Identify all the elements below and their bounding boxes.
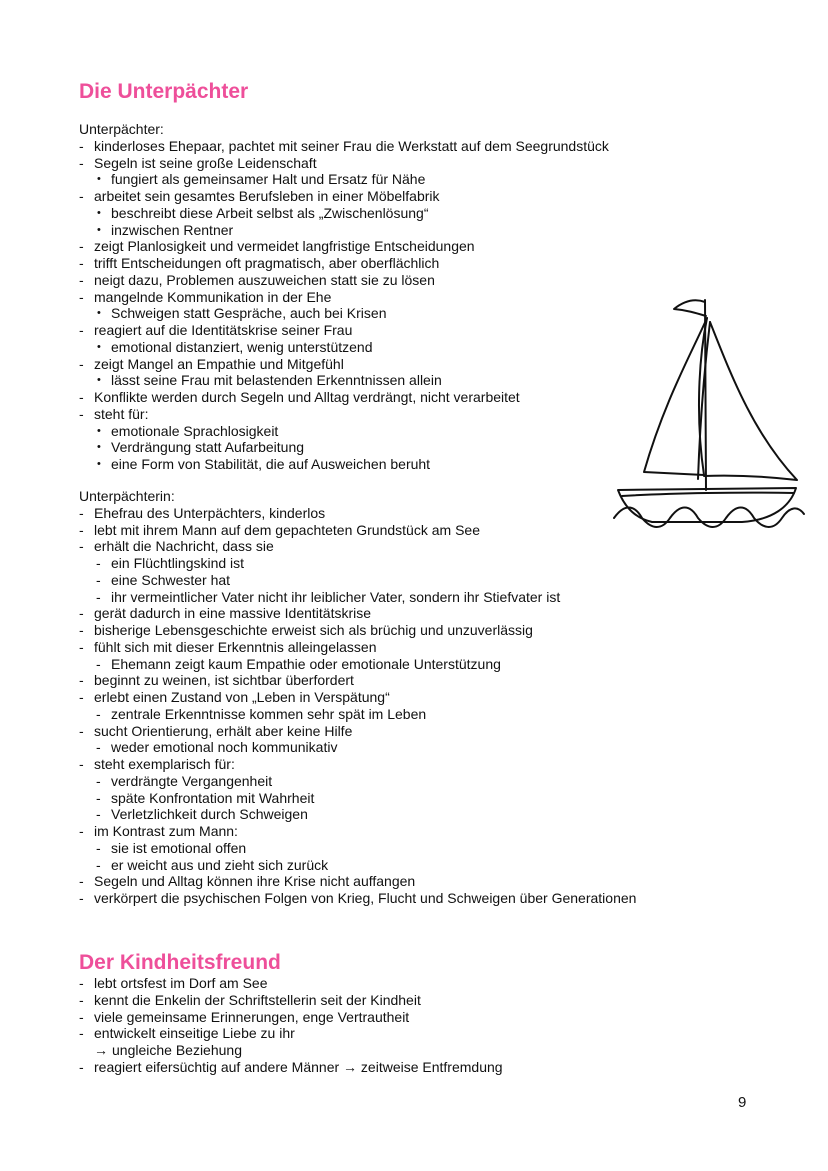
list-item-text: steht für: <box>94 405 149 422</box>
dash-marker: - <box>79 521 84 538</box>
dash-marker: - <box>96 655 101 672</box>
list-item <box>79 171 779 188</box>
dash-marker: - <box>79 722 84 739</box>
list-item <box>79 639 779 656</box>
list-item <box>79 1009 779 1026</box>
list-item-text: lässt seine Frau mit belastenden Erkenntnissen allein <box>111 372 442 389</box>
list-item-text: bisherige Lebensgeschichte erweist sich als brüchig und unzuverlässig <box>94 622 533 638</box>
dash-marker: - <box>79 605 84 622</box>
list-item <box>79 975 779 992</box>
dash-marker: - <box>79 538 84 555</box>
list-item-text: er weicht aus und zieht sich zurück <box>111 856 329 873</box>
dash-marker: - <box>79 1025 84 1042</box>
list-item-text: sucht Orientierung, erhält aber keine Hilfe <box>94 722 353 739</box>
list-item <box>79 890 779 907</box>
list-item <box>79 723 779 740</box>
list-item-text: Unterpächterin: <box>79 488 175 504</box>
list-item-text: reagiert eifersüchtig auf andere Männer → zeitweise Entfremdung <box>94 1058 503 1075</box>
list-item-text: trifft Entscheidungen oft pragmatisch, aber oberflächlich <box>94 255 440 271</box>
list-item-text: emotional distanziert, wenig unterstützend <box>111 338 373 355</box>
list-item <box>79 806 779 823</box>
list-item <box>79 589 779 606</box>
list-item-text: verkörpert die psychischen Folgen von Krieg, Flucht und Schweigen über Generationen <box>94 890 637 906</box>
list-item-text: verdrängte Vergangenheit <box>111 772 273 789</box>
list-item <box>79 138 779 155</box>
bullet-marker: • <box>97 340 101 353</box>
list-item-text: Verletzlichkeit durch Schweigen <box>111 806 308 823</box>
list-item <box>79 1059 779 1076</box>
list-item-text: steht exemplarisch für: <box>94 756 235 772</box>
list-item-text: ihr vermeintlicher Vater nicht ihr leiblicher Vater, sondern ihr Stiefvater ist <box>111 588 561 605</box>
dash-marker: - <box>79 622 84 638</box>
list-item-text: reagiert auf die Identitätskrise seiner Frau <box>94 322 353 338</box>
list-item <box>79 790 779 807</box>
dash-marker: - <box>79 873 84 890</box>
list-item <box>79 555 779 572</box>
list-item-text: kinderloses Ehepaar, pachtet mit seiner Frau die Werkstatt auf dem Seegrundstück <box>94 137 609 154</box>
arrow-icon: → <box>94 1042 108 1058</box>
list-item <box>79 1042 779 1059</box>
list-item <box>79 873 779 890</box>
bullet-marker: • <box>97 441 101 454</box>
list-item <box>79 689 779 706</box>
dash-marker: - <box>79 188 84 204</box>
section-title-kindheitsfreund: Der Kindheitsfreund <box>79 951 281 974</box>
list-item-text: viele gemeinsame Erinnerungen, enge Vertrautheit <box>94 1008 410 1025</box>
list-item <box>79 572 779 589</box>
dash-marker: - <box>79 389 84 405</box>
sailboat-drawing-icon <box>612 292 808 532</box>
text-block-kindheitsfreund <box>79 975 779 1076</box>
list-item-text: beschreibt diese Arbeit selbst als „Zwischenlösung“ <box>111 204 429 221</box>
list-item <box>79 155 779 172</box>
dash-marker: - <box>96 856 101 873</box>
bullet-marker: • <box>97 424 101 437</box>
list-item <box>79 272 779 289</box>
dash-marker: - <box>96 772 101 789</box>
list-item-text: erhält die Nachricht, dass sie <box>94 538 274 555</box>
dash-marker: - <box>96 705 101 722</box>
list-item-text: fühlt sich mit dieser Erkenntnis alleingelassen <box>94 638 377 655</box>
list-item <box>79 605 779 622</box>
list-item <box>79 222 779 239</box>
list-item-text: entwickelt einseitige Liebe zu ihr <box>94 1025 295 1042</box>
list-item <box>79 992 779 1009</box>
list-item-text: zeigt Mangel an Empathie und Mitgefühl <box>94 355 344 372</box>
dash-marker: - <box>79 890 84 906</box>
bullet-marker: • <box>97 307 101 320</box>
bullet-marker: • <box>97 458 101 470</box>
dash-marker: - <box>79 322 84 338</box>
list-item-text: eine Schwester hat <box>111 571 231 588</box>
subheading <box>79 121 779 138</box>
dash-marker: - <box>79 672 84 689</box>
dash-marker: - <box>96 789 101 806</box>
list-item-text: weder emotional noch kommunikativ <box>111 739 338 756</box>
list-item-text: späte Konfrontation mit Wahrheit <box>111 789 315 806</box>
dash-marker: - <box>79 238 84 255</box>
dash-marker: - <box>79 271 84 288</box>
dash-marker: - <box>96 806 101 823</box>
list-item <box>79 656 779 673</box>
list-item-text: Ehemann zeigt kaum Empathie oder emotionale Unterstützung <box>111 655 501 672</box>
list-item-text: Schweigen statt Gespräche, auch bei Krisen <box>111 305 387 322</box>
list-item <box>79 840 779 857</box>
list-item-text: arbeitet sein gesamtes Berufsleben in einer Möbelfabrik <box>94 188 440 204</box>
list-item-text: emotionale Sprachlosigkeit <box>111 422 279 439</box>
dash-marker: - <box>79 1008 84 1025</box>
dash-marker: - <box>96 571 101 588</box>
dash-marker: - <box>79 355 84 372</box>
list-item-text: Ehefrau des Unterpächters, kinderlos <box>94 504 326 521</box>
dash-marker: - <box>79 823 84 839</box>
list-item <box>79 672 779 689</box>
list-item-text: Konflikte werden durch Segeln und Alltag verdrängt, nicht verarbeitet <box>94 389 520 405</box>
list-item-text: lebt ortsfest im Dorf am See <box>94 975 268 991</box>
list-item <box>79 1025 779 1042</box>
dash-marker: - <box>79 137 84 154</box>
text-block-unterpaechterin <box>79 488 779 907</box>
dash-marker: - <box>79 756 84 772</box>
list-item <box>79 857 779 874</box>
list-item <box>79 773 779 790</box>
dash-marker: - <box>79 255 84 271</box>
list-item-text: lebt mit ihrem Mann auf dem gepachteten Grundstück am See <box>94 521 480 538</box>
list-item-text: Unterpächter: <box>79 121 164 137</box>
list-item-text: eine Form von Stabilität, die auf Ausweichen beruht <box>111 456 431 472</box>
page-number: 9 <box>738 1094 747 1111</box>
list-item-text: Verdrängung statt Aufarbeitung <box>111 439 305 456</box>
list-item-text: erlebt einen Zustand von „Leben in Verspätung“ <box>94 689 390 705</box>
list-item <box>79 188 779 205</box>
list-item-text: mangelnde Kommunikation in der Ehe <box>94 288 332 305</box>
list-item <box>79 205 779 222</box>
list-item-text: zentrale Erkenntnisse kommen sehr spät im Leben <box>111 705 427 722</box>
bullet-marker: • <box>97 173 101 186</box>
list-item-text: fungiert als gemeinsamer Halt und Ersatz für Nähe <box>111 171 426 188</box>
dash-marker: - <box>79 405 84 422</box>
list-item-text: inzwischen Rentner <box>111 221 234 238</box>
dash-marker: - <box>96 739 101 756</box>
dash-marker: - <box>79 991 84 1008</box>
list-item-text: zeigt Planlosigkeit und vermeidet langfristige Entscheidungen <box>94 238 475 255</box>
bullet-marker: • <box>97 223 101 236</box>
list-item <box>79 706 779 723</box>
dash-marker: - <box>79 638 84 655</box>
dash-marker: - <box>79 1058 84 1075</box>
list-item-text: ungleiche Beziehung <box>112 1042 242 1058</box>
list-item <box>79 255 779 272</box>
list-item <box>79 622 779 639</box>
dash-marker: - <box>79 689 84 705</box>
dash-marker: - <box>96 839 101 856</box>
list-item <box>79 238 779 255</box>
dash-marker: - <box>79 288 84 305</box>
list-item-text: neigt dazu, Problemen auszuweichen statt sie zu lösen <box>94 271 435 288</box>
list-item <box>79 756 779 773</box>
bullet-marker: • <box>97 206 101 219</box>
list-item <box>79 739 779 756</box>
section-title-unterpaechter: Die Unterpächter <box>79 80 249 103</box>
list-item-text: kennt die Enkelin der Schriftstellerin seit der Kindheit <box>94 991 421 1008</box>
list-item <box>79 823 779 840</box>
dash-marker: - <box>79 504 84 521</box>
list-item-text: Segeln ist seine große Leidenschaft <box>94 154 317 171</box>
list-item-text: im Kontrast zum Mann: <box>94 823 238 839</box>
list-item-text: ein Flüchtlingskind ist <box>111 555 245 571</box>
list-item-text: gerät dadurch in eine massive Identitätskrise <box>94 605 372 622</box>
dash-marker: - <box>79 975 84 991</box>
dash-marker: - <box>96 555 101 571</box>
list-item <box>79 538 779 555</box>
list-item-text: Segeln und Alltag können ihre Krise nicht auffangen <box>94 873 416 890</box>
dash-marker: - <box>79 154 84 171</box>
list-item-text: sie ist emotional offen <box>111 839 247 856</box>
bullet-marker: • <box>97 374 101 387</box>
list-item-text: beginnt zu weinen, ist sichtbar überfordert <box>94 672 354 689</box>
dash-marker: - <box>96 588 101 605</box>
